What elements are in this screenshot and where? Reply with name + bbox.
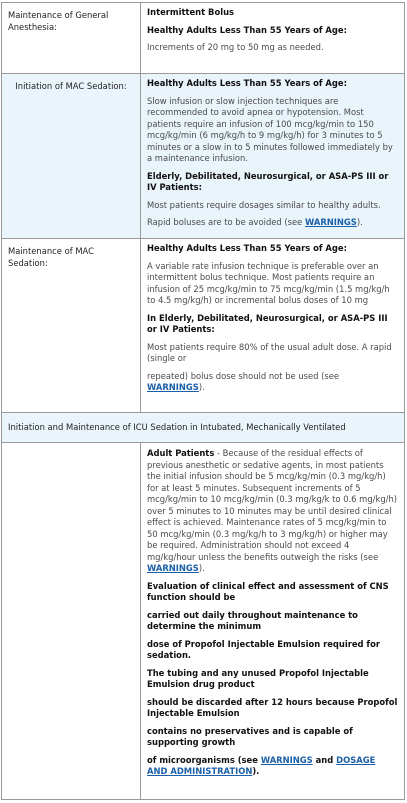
row-text: Increments of 20 mg to 50 mg as needed. (147, 42, 324, 52)
warnings-link[interactable]: WARNINGS (260, 754, 313, 765)
icu-line: dose of Propofol Injectable Emulsion required for sedation. (147, 638, 380, 660)
table-row (2, 74, 404, 239)
row-subheading: Healthy Adults Less Than 55 Years of Age: (147, 24, 347, 35)
icu-last-line (147, 755, 398, 778)
icu-line: Evaluation of clinical effect and assessment of CNS function should be (147, 580, 389, 602)
section-title: Initiation and Maintenance of ICU Sedation in Intubated, Mechanically Ventilated (8, 422, 346, 432)
row-text-2: Most patients require 80% of the usual adult dose. A rapid (single or (147, 341, 392, 363)
row-subheading-2: In Elderly, Debilitated, Neurosurgical, or ASA-PS III or IV Patients: (147, 312, 388, 334)
row-content (141, 239, 404, 412)
row-subheading: Healthy Adults Less Than 55 Years of Age: (147, 243, 347, 253)
adult-post: ). (198, 563, 205, 573)
row-content (141, 443, 404, 799)
icu-line: The tubing and any unused Propofol Injectable Emulsion drug product (147, 667, 369, 689)
icu-line: carried out daily throughout maintenance to determine the minimum (147, 609, 358, 631)
last-pre: of microorganisms (see (147, 754, 261, 765)
text-post: ). (356, 217, 363, 227)
adult-text: - Because of the residual effects of previous anesthetic or sedative agents, in most patients the initial infusion should be 5 mcg/kg/min (0.3 mg/kg/h) for at least 5 minutes. Subsequent increments of 5 mcg/kg/min to 10 mcg/kg/min (0.3 mg/kg/k to 0.6 mg/kg/h) over 5 minutes to 10 minutes may be until desired clinical effect is achieved. Maintenance rates of 5 mcg/kg/min to 50 mcg/kg/min (0.3 mg/kg/h to 3 mg/kg/h) or higher may be required. Administration should not exceed 4 mg/kg/hour unless the benefits outweigh the risks (see (147, 448, 398, 562)
row-text-3 (147, 217, 398, 229)
row-text: Slow infusion or slow injection techniques are recommended to avoid apnea or hypotension. Most patients require an infusion of 100 mcg/kg/min to 150 mcg/kg/min (6 mg/kg/h to 9 mg/kg/h) for 3 minutes to 5 minutes or a slow in to 5 minutes followed immediately by a maintenance infusion. (147, 95, 393, 163)
table-row (2, 239, 404, 413)
row-label: Initiation of MAC Sedation: (2, 74, 141, 238)
dosage-administration-link[interactable]: DOSAGE AND ADMINISTRATION (147, 754, 376, 776)
icu-line: contains no preservatives and is capable of supporting growth (147, 725, 353, 747)
row-content (141, 3, 404, 73)
warnings-link[interactable]: WARNINGS (305, 217, 357, 227)
row-subheading: Healthy Adults Less Than 55 Years of Age: (147, 78, 347, 88)
last-mid: and (312, 754, 337, 765)
row-heading: Intermittent Bolus (147, 7, 235, 17)
warnings-link[interactable]: WARNINGS (147, 382, 199, 392)
row-subheading-2: Elderly, Debilitated, Neurosurgical, or ASA-PS III or IV Patients: (147, 170, 389, 192)
last-post: ). (252, 766, 260, 776)
text-pre: Rapid boluses are to be avoided (see (147, 217, 305, 227)
text-pre: repeated) bolus dose should not be used (see (147, 370, 340, 381)
dosage-table (1, 2, 405, 800)
row-label: Maintenance of General Anesthesia: (2, 3, 141, 73)
warnings-link[interactable]: WARNINGS (147, 563, 199, 573)
adult-paragraph (147, 448, 398, 575)
row-content (141, 74, 404, 238)
table-row (2, 413, 404, 443)
row-text-3 (147, 371, 398, 394)
row-label-empty (2, 443, 141, 799)
adult-label: Adult Patients (147, 448, 215, 458)
table-row (2, 443, 404, 799)
row-text-2: Most patients require dosages similar to healthy adults. (147, 199, 381, 210)
row-label: Maintenance of MAC Sedation: (2, 239, 141, 412)
text-post: ). (198, 382, 205, 392)
icu-line: should be discarded after 12 hours because Propofol Injectable Emulsion (147, 696, 398, 718)
table-row (2, 3, 404, 74)
row-text: A variable rate infusion technique is preferable over an intermittent bolus technique. Most patients require an infusion of 25 mcg/kg/min to 75 mcg/kg/min (1.5 mg/kg/h to 4.5 mg/kg/h) or incremental bolus doses of 10 mg (147, 260, 390, 305)
